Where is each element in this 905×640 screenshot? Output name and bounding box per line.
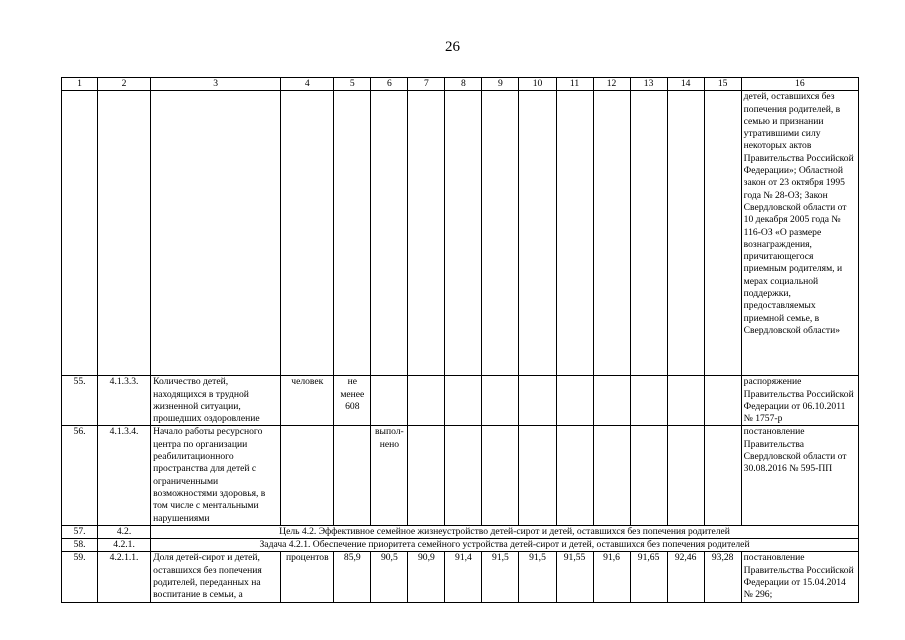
table-row [62, 552, 859, 602]
table-row-continuation [62, 91, 859, 376]
legal-basis-cell: постановление Правительства Российской Федерации от 15.04.2014 № 296; [741, 552, 858, 602]
row-number: 55. [62, 376, 98, 426]
row-number: 58. [62, 539, 98, 552]
column-header: 1 [62, 78, 98, 91]
column-header: 12 [593, 78, 630, 91]
table-row-task [62, 539, 859, 552]
indicator-code: 4.1.3.3. [98, 376, 151, 426]
row-number: 57. [62, 525, 98, 538]
value-cell: 93,28 [704, 552, 741, 602]
column-header: 13 [630, 78, 667, 91]
column-header: 8 [445, 78, 482, 91]
legal-basis-cell: постановление Правительства Свердловской области от 30.08.2016 № 595-ПП [741, 426, 858, 525]
column-header: 2 [98, 78, 151, 91]
column-header: 7 [408, 78, 445, 91]
indicator-name [151, 552, 281, 602]
value-cell: выпол-нено [371, 426, 408, 525]
page-number: 26 [445, 39, 460, 55]
column-header: 3 [151, 78, 281, 91]
value-cell: 91,65 [630, 552, 667, 602]
indicator-name-text: Количество детей, находящихся в трудной жизненной ситуации, прошедших оздоровление [153, 376, 260, 425]
indicators-table [61, 77, 859, 603]
value-cell: 85,9 [334, 552, 371, 602]
indicator-code: 4.2.1. [98, 539, 151, 552]
table-row-goal [62, 525, 859, 538]
value-cell: 91,4 [445, 552, 482, 602]
column-header: 9 [482, 78, 519, 91]
row-number: 59. [62, 552, 98, 602]
indicator-name-text: Доля детей-сирот и детей, оставшихся без попечения родителей, переданных на воспитание в семьи, а [153, 552, 262, 601]
value-cell: 90,5 [371, 552, 408, 602]
table-header-row [62, 78, 859, 91]
indicator-code: 4.2. [98, 525, 151, 538]
unit-cell: человек [281, 376, 334, 426]
column-header: 15 [704, 78, 741, 91]
column-header: 16 [741, 78, 858, 91]
indicator-name: Начало работы ресурсного центра по организации реабилитационного пространства для детей с ограниченными возможностями здоровья, в том числе с ментальными нарушениями [151, 426, 281, 525]
task-heading: Задача 4.2.1. Обеспечение приоритета семейного устройства детей-сирот и детей, оставшихся без попечения родителей [151, 539, 859, 552]
column-header: 5 [334, 78, 371, 91]
indicator-name [151, 376, 281, 426]
column-header: 4 [281, 78, 334, 91]
table-row [62, 376, 859, 426]
indicator-code: 4.1.3.4. [98, 426, 151, 525]
legal-basis-cell: распоряжение Правительства Российской Федерации от 06.10.2011 № 1757-р [741, 376, 858, 426]
column-header: 6 [371, 78, 408, 91]
value-cell: 91,5 [519, 552, 556, 602]
column-header: 11 [556, 78, 593, 91]
value-cell: 91,5 [482, 552, 519, 602]
row-number: 56. [62, 426, 98, 525]
column-header: 10 [519, 78, 556, 91]
goal-heading: Цель 4.2. Эффективное семейное жизнеустройство детей-сирот и детей, оставшихся без попечения родителей [151, 525, 859, 538]
value-cell: 92,46 [667, 552, 704, 602]
indicator-code: 4.2.1.1. [98, 552, 151, 602]
value-cell: 91,55 [556, 552, 593, 602]
value-cell: 90,9 [408, 552, 445, 602]
legal-basis-cell: детей, оставшихся без попечения родителей, в семью и признании утратившими силу некоторых актов Правительства Российской Федерации»; Областной закон от 23 октября 1995 года № 28-ОЗ; Закон Свердловской области от 10 декабря 2005 года № 116-ОЗ «О размере вознаграждения, причитающегося приемным родителям, и мерах социальной поддержки, предоставляемых приемной семье, в Свердловской области» [741, 91, 858, 376]
table-row [62, 426, 859, 525]
value-cell: не менее 608 [334, 376, 371, 426]
unit-cell: процентов [281, 552, 334, 602]
column-header: 14 [667, 78, 704, 91]
value-cell: 91,6 [593, 552, 630, 602]
